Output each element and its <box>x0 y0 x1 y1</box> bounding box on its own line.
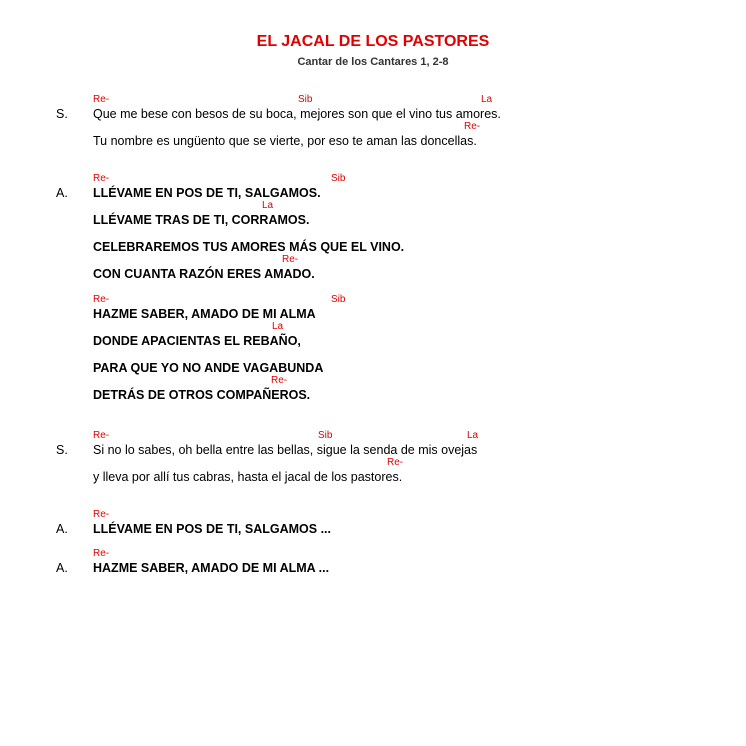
lyric-text: y lleva por allí tus cabras, hasta el jacal de los pastores. <box>93 470 403 484</box>
song-title: EL JACAL DE LOS PASTORES <box>256 33 490 50</box>
lyric-text: LLÉVAME TRAS DE TI, CORRAMOS. <box>93 213 310 227</box>
chord: Re- <box>93 294 110 305</box>
verse-block-1 <box>0 94 746 148</box>
lyric-line <box>0 348 746 375</box>
lyric-text: LLÉVAME EN POS DE TI, SALGAMOS. <box>93 186 321 200</box>
chord: La <box>481 94 493 105</box>
lyric-line <box>0 430 746 457</box>
chord: Re- <box>93 509 110 520</box>
lyric-line <box>0 121 746 148</box>
lyric-line <box>0 375 746 402</box>
chord: Sib <box>318 430 333 441</box>
lyric-text: Si no lo sabes, oh bella entre las bellas, sigue la senda de mis ovejas <box>93 443 478 457</box>
lyric-line <box>0 294 746 321</box>
speaker-label: S. <box>56 107 68 121</box>
chord: La <box>272 321 284 332</box>
speaker-label: A. <box>56 522 68 536</box>
chord: Re- <box>93 94 110 105</box>
lyric-text: CELEBRAREMOS TUS AMORES MÁS QUE EL VINO. <box>93 240 405 254</box>
lyric-text: LLÉVAME EN POS DE TI, SALGAMOS ... <box>93 522 331 536</box>
lyric-line <box>0 200 746 227</box>
lyric-text: HAZME SABER, AMADO DE MI ALMA ... <box>93 561 330 575</box>
song-subtitle: Cantar de los Cantares 1, 2-8 <box>297 56 449 68</box>
chord: Re- <box>93 173 110 184</box>
chord: La <box>467 430 479 441</box>
chord: Re- <box>387 457 404 468</box>
lyric-text: PARA QUE YO NO ANDE VAGABUNDA <box>93 361 324 375</box>
lyric-line <box>0 321 746 348</box>
chord: Sib <box>331 294 346 305</box>
lyric-text: Tu nombre es ungüento que se vierte, por eso te aman las doncellas. <box>93 134 477 148</box>
lyric-text: HAZME SABER, AMADO DE MI ALMA <box>93 307 316 321</box>
chord: Re- <box>271 375 288 386</box>
verse-block-4 <box>0 509 746 536</box>
chord: Re- <box>464 121 481 132</box>
chord: Re- <box>93 430 110 441</box>
lyric-line <box>0 227 746 254</box>
lyric-text: Que me bese con besos de su boca, mejores son que el vino tus amores. <box>93 107 501 121</box>
chord: La <box>262 200 274 211</box>
chord: Re- <box>93 548 110 559</box>
verse-block-3 <box>0 430 746 484</box>
lyric-line <box>0 548 746 575</box>
lyric-text: DETRÁS DE OTROS COMPAÑEROS. <box>93 388 311 402</box>
verse-block-2 <box>0 173 746 402</box>
lyric-text: DONDE APACIENTAS EL REBAÑO, <box>93 334 301 348</box>
lyric-line <box>0 94 746 121</box>
chord: Sib <box>331 173 346 184</box>
lyric-line <box>0 173 746 200</box>
chord: Sib <box>298 94 313 105</box>
speaker-label: A. <box>56 561 68 575</box>
verse-block-5 <box>0 548 746 575</box>
lyric-line <box>0 509 746 536</box>
speaker-label: S. <box>56 443 68 457</box>
lyric-line <box>0 457 746 484</box>
chord: Re- <box>282 254 299 265</box>
lyric-text: CON CUANTA RAZÓN ERES AMADO. <box>93 267 315 281</box>
speaker-label: A. <box>56 186 68 200</box>
lyric-line <box>0 254 746 294</box>
